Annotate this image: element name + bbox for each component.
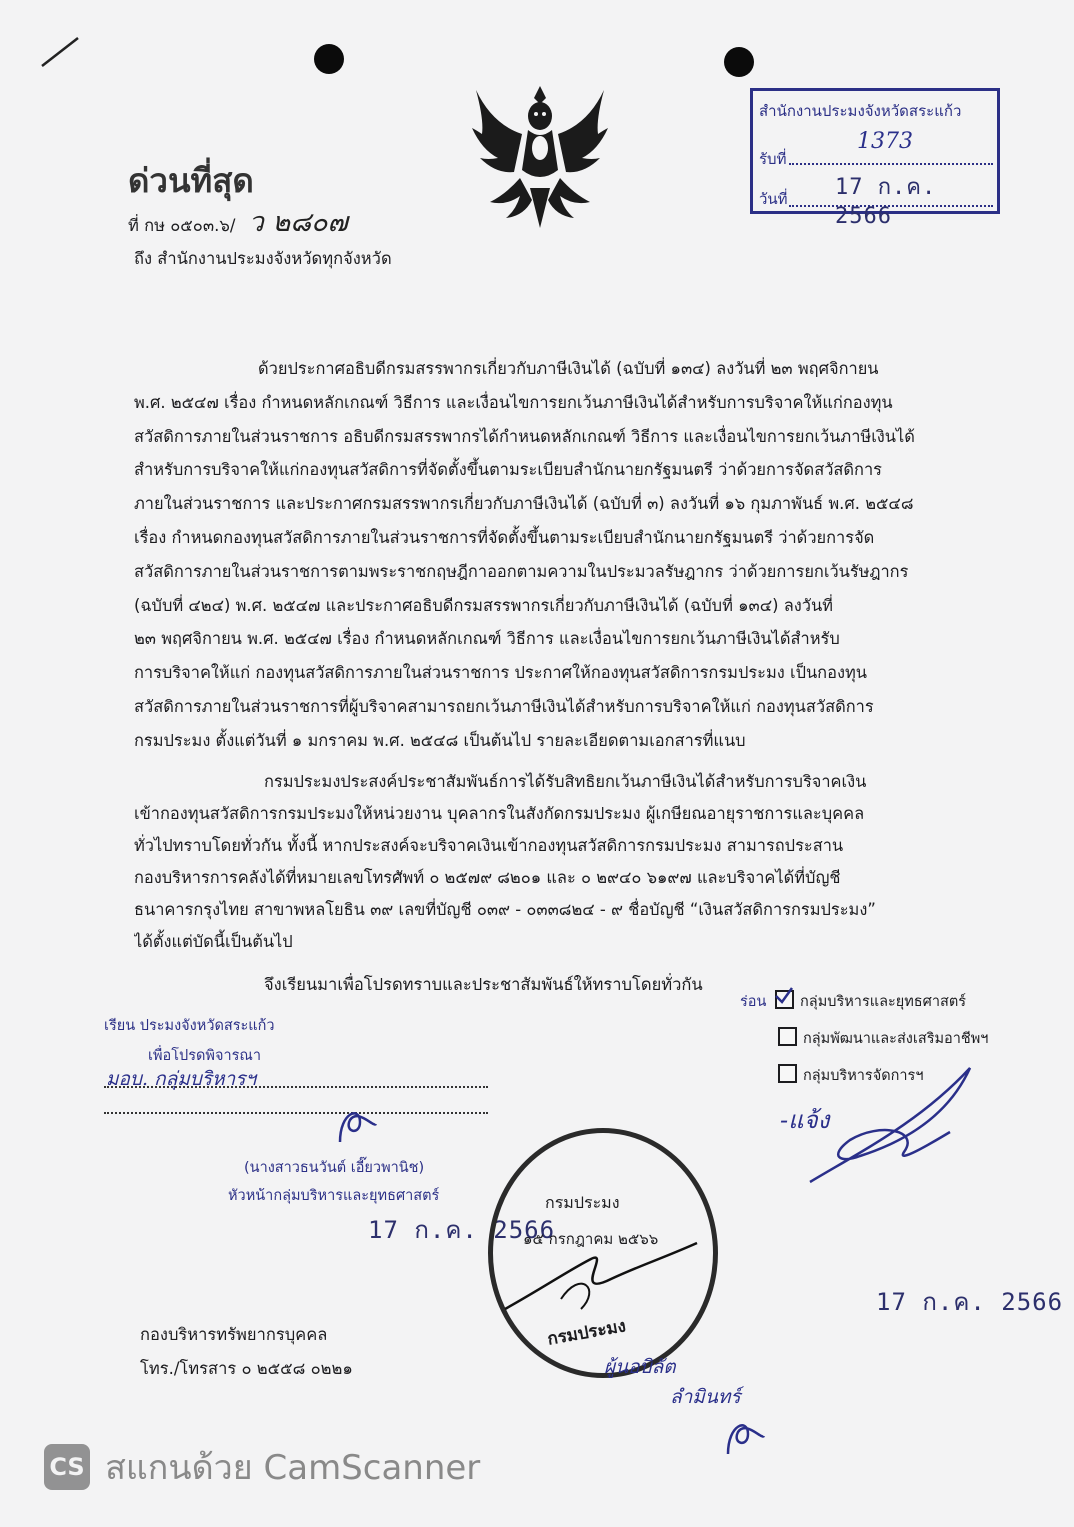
- round-stamp-bottom: กรมประมง: [545, 1316, 628, 1350]
- paragraph-1-line: ภายในส่วนราชการ และประกาศกรมสรรพากรเกี่ยวกับภาษีเงินได้ (ฉบับที่ ๓) ลงวันที่ ๑๖ กุมภาพันธ์ พ.ศ. ๒๕๔๘: [134, 494, 914, 514]
- paragraph-1-line: สวัสดิการภายในส่วนราชการ อธิบดีกรมสรรพากรได้กำหนดหลักเกณฑ์ วิธีการ และเงื่อนไขการยกเว้นภาษีเงินได้: [134, 426, 915, 446]
- body-paragraph-1: [134, 352, 949, 758]
- checklist-item: [740, 990, 988, 1013]
- closing-line: จึงเรียนมาเพื่อโปรดทราบและประชาสัมพันธ์ให้ทราบโดยทั่วกัน: [264, 975, 703, 994]
- routing-handwritten-note: มอบ. กลุ่มบริหารฯ: [106, 1068, 257, 1090]
- paragraph-2-line: เข้ากองทุนสวัสดิการกรมประมงให้หน่วยงาน บุคลากรในสังกัดกรมประมง ผู้เกษียณอายุราชการและบุคคล: [134, 804, 865, 823]
- receipt-number: 1373: [857, 129, 913, 154]
- routing-signature: [330, 1102, 380, 1148]
- paragraph-2-line: กองบริหารการคลังได้ที่หมายเลขโทรศัพท์ ๐ ๒๕๗๙ ๘๒๐๑ และ ๐ ๒๙๔๐ ๖๑๙๗ และบริจาคได้ที่บัญชี: [134, 868, 841, 887]
- addressee: ถึง สำนักงานประมงจังหวัดทุกจังหวัด: [134, 249, 392, 268]
- checkbox-admin-strategy[interactable]: [775, 990, 794, 1009]
- received-date-stamp: 17 ก.ค. 2566: [876, 1288, 1064, 1316]
- receipt-date: 17 ก.ค. 2566: [835, 175, 937, 229]
- footer-phone: โทร./โทรสาร ๐ ๒๕๕๘ ๐๒๒๑: [140, 1359, 353, 1378]
- paragraph-1-line: ๒๓ พฤศจิกายน พ.ศ. ๒๕๔๗ เรื่อง กำหนดหลักเกณฑ์ วิธีการ และเงื่อนไขการยกเว้นภาษีเงินได้สำหรับ: [134, 629, 840, 649]
- paragraph-2-line: กรมประมงประสงค์ประชาสัมพันธ์การได้รับสิทธิยกเว้นภาษีเงินได้สำหรับการบริจาคเงิน: [264, 772, 867, 791]
- routing-to: เรียน ประมงจังหวัดสระแก้ว: [104, 1018, 275, 1034]
- body-paragraph-2: [134, 766, 949, 958]
- receipt-number-label: รับที่: [759, 150, 787, 168]
- paragraph-1-line: เรื่อง กำหนดกองทุนสวัสดิการภายในส่วนราชการที่จัดตั้งขึ้นตามระเบียบสำนักนายกรัฐมนตรี ว่าด้วยการจัด: [134, 527, 875, 547]
- camscanner-logo-icon: CS: [44, 1444, 90, 1490]
- checkbox-development[interactable]: [778, 1027, 797, 1046]
- official-round-stamp: [488, 1128, 718, 1378]
- paragraph-1-line: กรมประมง ตั้งแต่วันที่ ๑ มกราคม พ.ศ. ๒๕๔๘ เป็นต้นไป รายละเอียดตามเอกสารที่แนบ: [134, 730, 746, 750]
- punch-hole-right: [724, 47, 754, 77]
- pen-mark: [38, 34, 82, 70]
- director-signature: [800, 1060, 980, 1190]
- signer-name: (นางสาวธนวันต์ เอี๊ยวพานิช): [244, 1160, 425, 1176]
- round-stamp-date: ๑๕ กรกฎาคม ๒๕๖๖: [523, 1230, 659, 1248]
- punch-hole-left: [314, 44, 344, 74]
- receipt-stamp-office: สำนักงานประมงจังหวัดสระแก้ว: [759, 102, 962, 120]
- document-number-prefix: ที่ กษ ๐๕๐๓.๖/: [128, 216, 236, 235]
- checklist-item: [778, 1027, 988, 1050]
- receipt-date-label: วันที่: [759, 190, 788, 208]
- paragraph-2-line: ได้ตั้งแต่บัดนี้เป็นต้นไป: [134, 932, 293, 951]
- paragraph-1-line: การบริจาคให้แก่ กองทุนสวัสดิการภายในส่วนราชการ ประกาศให้กองทุนสวัสดิการกรมประมง เป็นกองทุน: [134, 663, 867, 683]
- checklist-label: กลุ่มบริหารจัดการฯ: [803, 1068, 924, 1084]
- paragraph-1-line: สวัสดิการภายในส่วนราชการตามพระราชกฤษฎีกาออกตามความในประมวลรัษฎากร ว่าด้วยการยกเว้นรัษฎากร: [134, 561, 909, 581]
- urgency-label: ด่วนที่สุด: [128, 161, 254, 200]
- checkbox-management[interactable]: [778, 1064, 797, 1083]
- check-mark-icon: [774, 986, 794, 1006]
- paragraph-1-line: สำหรับการบริจาคให้แก่กองทุนสวัสดิการที่จัดตั้งขึ้นตามระเบียบสำนักนายกรัฐมนตรี ว่าด้วยการจัดสวัสดิการ: [134, 460, 882, 480]
- paragraph-1-line: สวัสดิการภายในส่วนราชการที่ผู้บริจาคสามารถยกเว้นภาษีเงินได้สำหรับการบริจาคให้แก่ กองทุนสวัสดิการ: [134, 696, 874, 716]
- checklist-prefix: ร่อน: [740, 994, 767, 1010]
- round-stamp-top: กรมประมง: [545, 1193, 620, 1212]
- signer-date-stamp: 17 ก.ค. 2566: [368, 1216, 556, 1244]
- footer-division: กองบริหารทรัพยากรบุคคล: [140, 1325, 328, 1344]
- camscanner-text: สแกนด้วย CamScanner: [105, 1448, 481, 1488]
- paragraph-1-line: (ฉบับที่ ๔๒๔) พ.ศ. ๒๕๔๗ และประกาศอธิบดีกรมสรรพากรเกี่ยวกับภาษีเงินได้ (ฉบับที่ ๑๓๔) ลงวันที่: [134, 595, 833, 615]
- checklist-label: กลุ่มพัฒนาและส่งเสริมอาชีพฯ: [803, 1031, 989, 1047]
- routing-line-1: [104, 1086, 488, 1088]
- checklist-handwritten-note: -แจ้ง: [780, 1106, 830, 1134]
- footer-handwritten-note-2: ลำมินทร์: [670, 1386, 741, 1408]
- footer-handwritten-note-1: ผู้นอบิลัต: [604, 1356, 676, 1378]
- camscanner-watermark: [44, 1440, 480, 1494]
- checklist-label: กลุ่มบริหารและยุทธศาสตร์: [800, 994, 967, 1010]
- routing-for-consider: เพื่อโปรดพิจารณา: [148, 1048, 261, 1064]
- paragraph-2-line: ธนาคารกรุงไทย สาขาพหลโยธิน ๓๙ เลขที่บัญชี ๐๓๙ - ๐๓๓๘๒๔ - ๙ ชื่อบัญชี “เงินสวัสดิการกรมประมง”: [134, 900, 876, 919]
- garuda-emblem: [470, 78, 610, 238]
- document-number: [128, 200, 348, 243]
- receipt-stamp: [750, 88, 1000, 229]
- document-number-handwritten: ว ๒๘๐๗: [248, 207, 348, 238]
- paragraph-1-line: พ.ศ. ๒๕๔๗ เรื่อง กำหนดหลักเกณฑ์ วิธีการ และเงื่อนไขการยกเว้นภาษีเงินได้สำหรับการบริจาคให้แก่กองทุน: [134, 392, 893, 412]
- receipt-number-line: [789, 163, 993, 165]
- signer-position: หัวหน้ากลุ่มบริหารและยุทธศาสตร์: [228, 1188, 440, 1204]
- footer-signature: [718, 1414, 768, 1460]
- round-stamp-signature: [501, 1229, 701, 1319]
- paragraph-1-line: ด้วยประกาศอธิบดีกรมสรรพากรเกี่ยวกับภาษีเงินได้ (ฉบับที่ ๑๓๔) ลงวันที่ ๒๓ พฤศจิกายน: [258, 359, 879, 378]
- routing-line-2: [104, 1112, 488, 1114]
- paragraph-2-line: ทั่วไปทราบโดยทั่วกัน ทั้งนี้ หากประสงค์จะบริจาคเงินเข้ากองทุนสวัสดิการกรมประมง สามารถประสาน: [134, 836, 844, 855]
